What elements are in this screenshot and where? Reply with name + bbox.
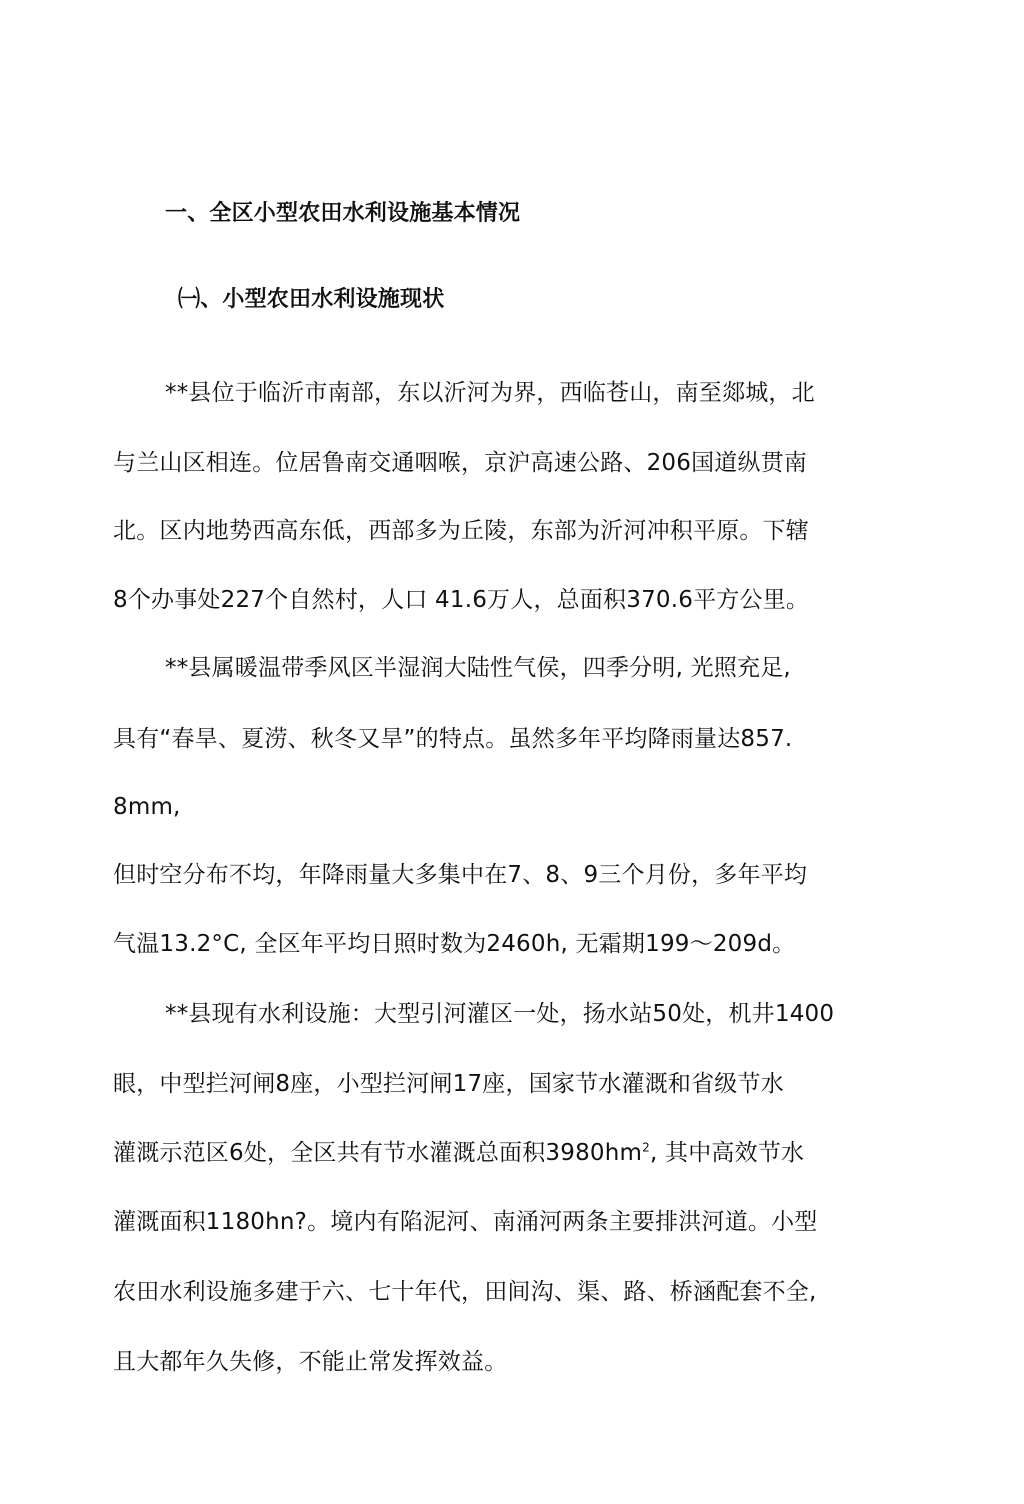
paragraph-line: 气温13.2°C, 全区年平均日照时数为2460h, 无霜期199～209d。 <box>113 931 796 957</box>
paragraph-line: **县位于临沂市南部，东以沂河为界，西临苍山，南至郯城，北 <box>165 380 815 406</box>
paragraph-line: 且大都年久失修，不能止常发挥效益。 <box>113 1349 508 1375</box>
paragraph-line: 8mm, <box>113 794 181 820</box>
paragraph-line <box>113 1137 804 1169</box>
paragraph-line: 但时空分布不均，年降雨量大多集中在7、8、9三个月份，多年平均 <box>113 862 808 888</box>
paragraph-line: **县现有水利设施：大型引河灌区一处，扬水站50处，机井1400 <box>165 1001 835 1027</box>
paragraph-line: 具有“春旱、夏涝、秋冬又旱”的特点。虽然多年平均降雨量达857. <box>113 726 793 752</box>
paragraph-text: 灌溉示范区6处，全区共有节水灌溉总面积3980hm <box>113 1140 643 1166</box>
superscript-unit: 2 <box>642 1140 650 1155</box>
paragraph-line: 灌溉面积1180hn?。境内有陷泥河、南涌河两条主要排洪河道。小型 <box>113 1209 818 1235</box>
paragraph-line: 与兰山区相连。位居鲁南交通咽喉，京沪高速公路、206国道纵贯南 <box>113 450 808 476</box>
paragraph-line: 农田水利设施多建于六、七十年代，田间沟、渠、路、桥涵配套不全, <box>113 1279 817 1305</box>
paragraph-text: , 其中高效节水 <box>650 1140 805 1166</box>
paragraph-line: 北。区内地势西高东低，西部多为丘陵，东部为沂河冲积平原。下辖 <box>113 518 809 544</box>
paragraph-line: 8个办事处227个自然村，人口 41.6万人，总面积370.6平方公里。 <box>113 587 810 613</box>
section-heading: 一、全区小型农田水利设施基本情况 <box>165 201 521 226</box>
subsection-heading: ㈠、小型农田水利设施现状 <box>178 287 445 312</box>
paragraph-line: **县属暖温带季风区半湿润大陆性气侯，四季分明, 光照充足, <box>165 655 791 681</box>
paragraph-line: 眼，中型拦河闸8座，小型拦河闸17座，国家节水灌溉和省级节水 <box>113 1071 784 1097</box>
